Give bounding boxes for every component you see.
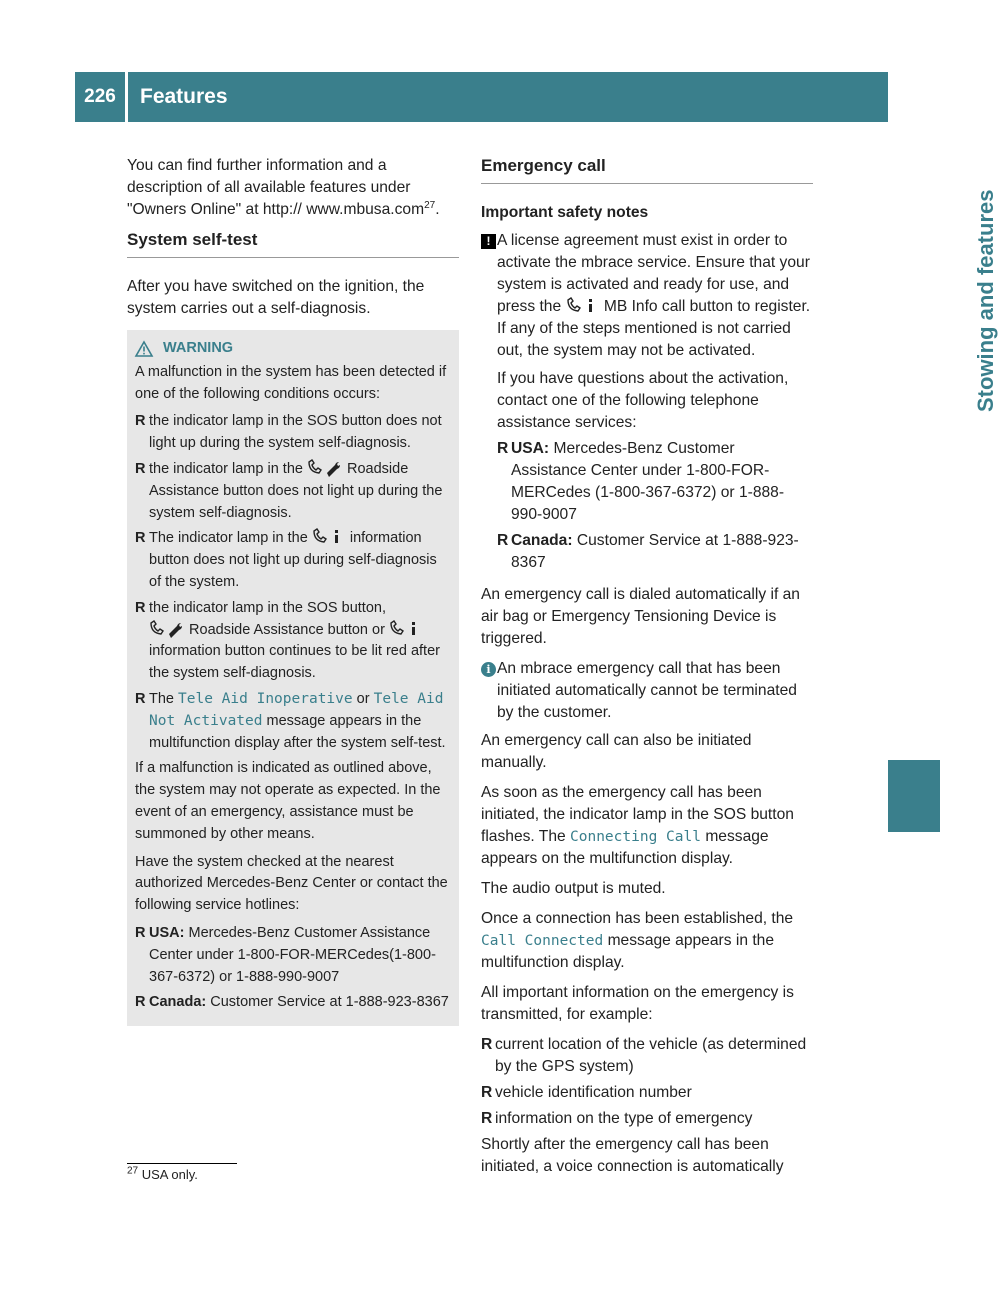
page-title: Features [128,72,888,122]
warning-para: Have the system checked at the nearest authorized Mercedes-Benz Center or contact the following service hotlines: [135,853,448,914]
list-item: R Canada: Customer Service at 1-888-923-8367 [135,994,449,1011]
selftest-heading: System self-test [127,229,459,258]
body-para: An emergency call can also be initiated manually. [481,732,752,771]
warning-triangle-icon [135,341,153,357]
info-icon: i [481,662,496,677]
list-item: R current location of the vehicle (as determined by the GPS system) [481,1036,807,1075]
footnote: $^{27}$ USA only. [127,1165,198,1182]
side-tab-label: Stowing and features [973,189,998,412]
list-item: R The Tele Aid Inoperative or Tele Aid Not Activated message appears in the multifunction display after the system self-test. [135,690,446,751]
list-item: R The indicator lamp in the information button does not light up during self-diagnosis of the system. [135,530,437,590]
section-heading: Emergency call [481,155,813,184]
page-number: 226 [75,72,125,122]
list-item: R the indicator lamp in the SOS button does not light up during the system self-diagnosis. [135,413,442,452]
exclamation-icon: ! [481,234,496,249]
info-note: i An mbrace emergency call that has been initiated automatically cannot be terminated by the customer. [481,658,813,724]
body-para: The audio output is muted. [481,880,666,897]
left-column [127,155,459,1026]
body-para: Once a connection has been established, the Call Connected message appears in the multifunction display. [481,910,794,971]
body-para: As soon as the emergency call has been initiated, the indicator lamp in the SOS button flashes. The Connecting Call message appears on the multifunction display. [481,784,794,867]
list-item: R vehicle identification number [481,1084,692,1101]
footnote-ref: 27 [424,199,436,211]
list-item: R USA: Mercedes-Benz Customer Assistance Center under 1-800-FOR-MERCedes(1-800-367-6372) or 1-888-990-9007 [135,924,436,985]
phone-info-icon [312,529,346,544]
warning-header: WARNING [135,338,451,360]
warning-intro: A malfunction in the system has been detected if one of the following conditions occurs: [135,363,447,402]
caution-note: ! A license agreement must exist in order to activate the mbrace service. Ensure that your system is activated and ready for use, and press the MB Info call button to register. If any of the steps mentioned is not carried out, the system may not be activated. If you have questions about the activation, contact one of the following telephone assistance services: R USA: Mercedes-Benz Customer Assistance Center under 1-800-FOR-MERCedes (1-800-367-6372) or 1-888-990-9007 R Canada: Customer Service at 1-888-923-8367 [481,230,813,578]
side-tab [888,72,998,572]
intro-text: You can find further information and a description of all available features under "Owners Online" at http:// www.mbusa.com$^{27}$. [127,157,440,218]
sub-heading: Important safety notes [481,204,649,221]
phone-wrench-icon [307,460,343,475]
phone-wrench-icon [149,621,185,636]
right-column [481,155,813,1186]
warning-para: If a malfunction is indicated as outlined above, the system may not operate as expected. In the event of an emergency, assistance must be summoned by other means. [135,760,441,842]
body-para: All important information on the emergency is transmitted, for example: [481,984,794,1023]
list-item: R the indicator lamp in the SOS button, Roadside Assistance button or information button continues to be lit red after the system self-diagnosis. [135,599,440,682]
phone-info-icon [389,621,423,636]
selftest-text: After you have switched on the ignition, the system carries out a self-diagnosis. [127,278,425,317]
body-para: An emergency call is dialed automatically if an air bag or Emergency Tensioning Device is triggered. [481,586,800,647]
body-para: Shortly after the emergency call has been initiated, a voice connection is automatically [481,1136,784,1175]
list-item: R the indicator lamp in the Roadside Assistance button does not light up during the system self-diagnosis. [135,460,443,521]
side-block [888,760,940,832]
phone-info-icon [566,298,600,313]
list-item: R information on the type of emergency [481,1110,753,1127]
warning-box [127,330,459,1026]
